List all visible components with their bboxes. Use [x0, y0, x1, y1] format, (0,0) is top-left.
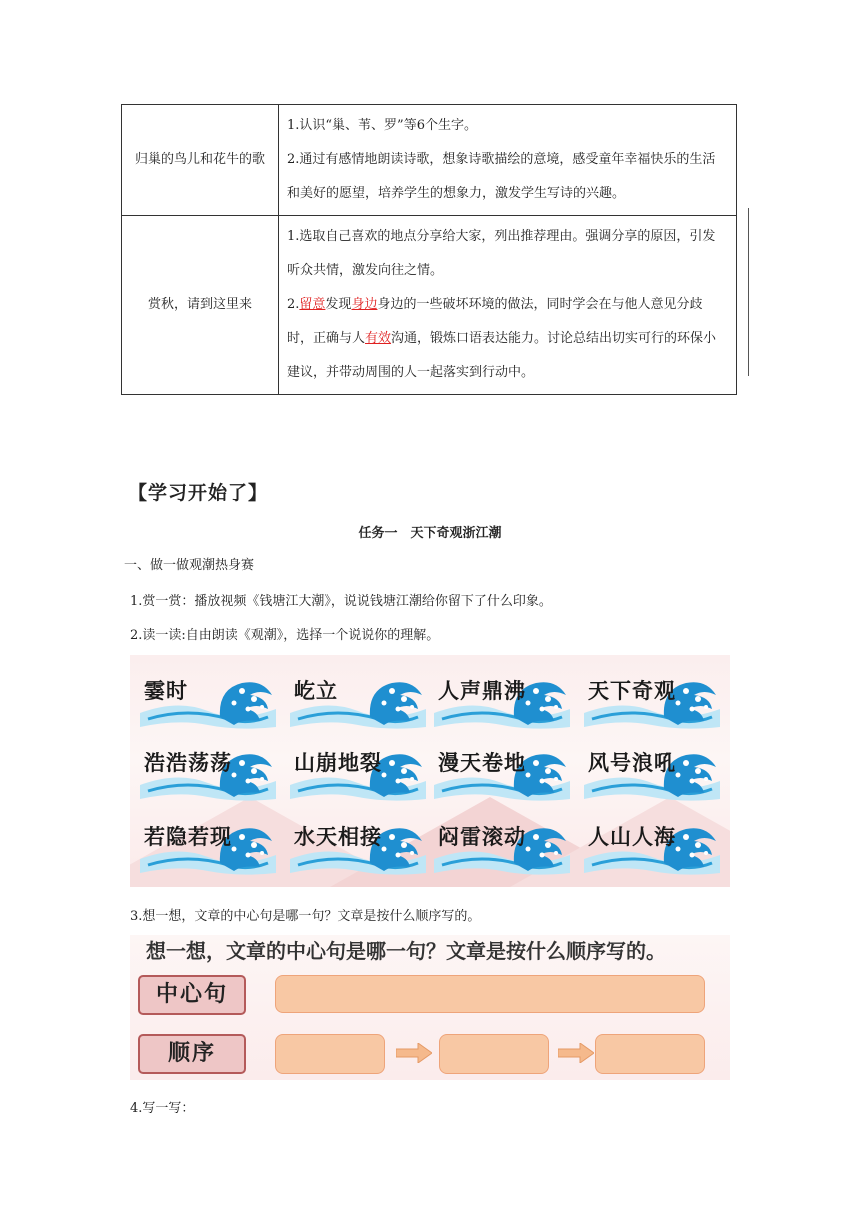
center-sentence-box [275, 975, 705, 1013]
think-panel [130, 935, 730, 1080]
word-card-text: 屹立 [294, 679, 338, 703]
margin-line [748, 208, 749, 376]
think-panel-title: 想一想，文章的中心句是哪一句？文章是按什么顺序写的。 [146, 939, 666, 963]
order-box-3 [595, 1034, 705, 1074]
word-card [432, 669, 572, 731]
word-card [138, 815, 278, 877]
goal-text: 沟通，锻炼口语表达能力。讨论总结出切实可行的环保小建议，并带动周围的人一起落实到行动中。 [287, 331, 717, 380]
word-card-text: 水天相接 [294, 825, 382, 849]
goal-item [287, 109, 728, 143]
highlight-text: 有效 [365, 331, 392, 346]
unit-title: 归巢的鸟儿和花牛的歌 [122, 105, 279, 216]
word-card [288, 669, 428, 731]
word-card [582, 815, 722, 877]
word-card [432, 741, 572, 803]
unit-title: 赏秋，请到这里来 [122, 216, 279, 395]
highlight-text: 身边 [351, 297, 378, 312]
word-card [288, 815, 428, 877]
word-card-text: 漫天卷地 [438, 751, 526, 775]
word-card-text: 山崩地裂 [294, 751, 382, 775]
goal-item [287, 220, 728, 288]
word-card-text: 浩浩荡荡 [144, 751, 232, 775]
word-card-text: 闷雷滚动 [438, 825, 526, 849]
word-card [582, 741, 722, 803]
step-3: 3.想一想，文章的中心句是哪一句？文章是按什么顺序写的。 [130, 909, 481, 924]
word-card-text: 风号浪吼 [588, 751, 676, 775]
word-card-text: 天下奇观 [588, 679, 676, 703]
word-card [138, 741, 278, 803]
word-card-text: 霎时 [144, 679, 188, 703]
goal-item [287, 143, 728, 211]
part-one-heading: 一、做一做观潮热身赛 [124, 558, 255, 573]
word-card [432, 815, 572, 877]
center-sentence-label: 中心句 [138, 975, 246, 1015]
word-card [288, 741, 428, 803]
goal-cell [279, 216, 737, 395]
goals-table [121, 104, 737, 395]
order-box-1 [275, 1034, 385, 1074]
goal-cell [279, 105, 737, 216]
goal-text: 1.认识“巢、苇、罗”等6个生字。 [287, 118, 477, 133]
word-card-text: 若隐若现 [144, 825, 232, 849]
table-row [122, 105, 737, 216]
section-heading: 【学习开始了】 [128, 482, 269, 504]
goal-text: 身边的一些破坏环境的做法，同时学会在与他人意见分歧时，正确与人 [287, 297, 703, 346]
word-card [138, 669, 278, 731]
arrow-right-icon [558, 1043, 594, 1063]
step-1: 1.赏一赏：播放视频《钱塘江大潮》，说说钱塘江潮给你留下了什么印象。 [130, 594, 552, 609]
order-label: 顺序 [138, 1034, 246, 1074]
word-card-text: 人山人海 [588, 825, 676, 849]
arrow-right-icon [396, 1043, 432, 1063]
word-card-text: 人声鼎沸 [438, 679, 526, 703]
word-card-panel [130, 655, 730, 887]
step-2: 2.读一读:自由朗读《观潮》，选择一个说说你的理解。 [130, 628, 440, 643]
table-row [122, 216, 737, 395]
step-4: 4.写一写： [130, 1101, 195, 1116]
goal-text: 发现 [325, 297, 352, 312]
word-card [582, 669, 722, 731]
goal-text: 2. [287, 297, 300, 312]
goal-text: 2.通过有感情地朗读诗歌，想象诗歌描绘的意境，感受童年幸福快乐的生活和美好的愿望，培养学生的想象力，激发学生写诗的兴趣。 [287, 152, 716, 201]
order-box-2 [439, 1034, 549, 1074]
highlight-text: 留意 [299, 297, 326, 312]
goal-text: 1.选取自己喜欢的地点分享给大家，列出推荐理由。强调分享的原因，引发听众共情，激发向往之情。 [287, 229, 716, 278]
goal-item [287, 288, 728, 390]
task-title: 任务一 天下奇观浙江潮 [358, 526, 502, 541]
